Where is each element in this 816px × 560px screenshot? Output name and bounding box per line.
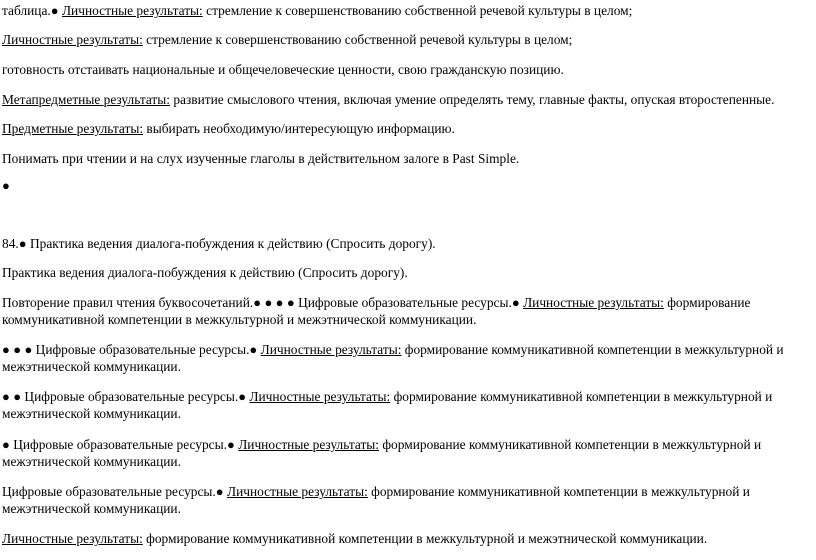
text: Цифровые образовательные ресурсы.: [21, 389, 239, 404]
section-label: Предметные результаты:: [2, 121, 144, 136]
paragraph-9: [2, 264, 808, 281]
bullet-icon: ●: [50, 3, 59, 18]
text: формирование коммуникативной компетенции в межкультурной и межэтнической коммуникации.: [2, 484, 750, 516]
bullet-icon: ●: [215, 484, 224, 499]
section-label: Личностные результаты:: [61, 3, 203, 18]
section-label: Личностные результаты:: [260, 342, 402, 357]
paragraph-12: [2, 388, 808, 422]
text: Цифровые образовательные ресурсы.: [32, 342, 250, 357]
section-label: Личностные результаты:: [523, 295, 664, 310]
text: формирование коммуникативной компетенции в межкультурной и межэтнической коммуникации.: [2, 295, 751, 327]
text: выбирать необходимую/интересующую информацию.: [143, 121, 455, 136]
paragraph-14: [2, 483, 808, 517]
bullet-icon: ●: [24, 342, 33, 357]
paragraph-3: [2, 61, 808, 78]
section-label: Личностные результаты:: [227, 484, 368, 499]
bullet-icon: ●: [2, 342, 10, 357]
paragraph-2: [2, 31, 808, 48]
bullet-icon: ●: [13, 389, 22, 404]
text: развитие смыслового чтения, включая умение определять тему, главные факты, опуская второстепенные.: [170, 92, 775, 107]
bullet-icon: ●: [13, 342, 22, 357]
section-label: Личностные результаты:: [249, 389, 391, 404]
section-label: Личностные результаты:: [238, 437, 380, 452]
bullet-icon: ●: [226, 437, 235, 452]
text: таблица.: [2, 3, 51, 18]
paragraph-11: [2, 341, 808, 375]
paragraph-10: [2, 294, 808, 328]
text: готовность отстаивать: [2, 62, 130, 77]
bullet-icon: ●: [511, 295, 520, 310]
section-label: Метапредметные результаты:: [2, 92, 170, 107]
text: формирование коммуникативной компетенции в межкультурной и межэтнической коммуникации.: [2, 437, 762, 469]
item-number: 84.: [2, 236, 19, 251]
section-label: Личностные результаты:: [2, 32, 143, 47]
section-label: Личностные результаты:: [2, 531, 143, 546]
bullet-icon: ●: [249, 342, 258, 357]
paragraph-4: [2, 91, 808, 108]
bullet-icon: ●: [264, 295, 273, 310]
paragraph-13: [2, 436, 808, 470]
text: формирование коммуникативной компетенции в межкультурной и межэтнической коммуникации.: [142, 531, 708, 546]
text: Цифровые образовательные ресурсы.: [2, 484, 216, 499]
bullet-icon: ●: [2, 178, 10, 193]
text: Практика ведения диалога-побуждения к действию (Спросить дорогу).: [26, 236, 436, 251]
paragraph-15: [2, 530, 808, 547]
bullet-icon: ●: [238, 389, 247, 404]
text: стремление к совершенствованию собственной речевой культуры в целом;: [202, 3, 633, 18]
bullet-icon: ●: [2, 437, 10, 452]
bullet-icon: ●: [253, 295, 262, 310]
bullet-icon: ●: [2, 389, 10, 404]
paragraph-1: [2, 2, 808, 19]
text: Цифровые образовательные ресурсы.: [9, 437, 227, 452]
text: формирование коммуникативной компетенции в межкультурной и межэтнической коммуникации.: [2, 389, 773, 421]
text: стремление к совершенствованию собственной речевой культуры в целом;: [142, 32, 573, 47]
bullet-icon: ●: [286, 295, 295, 310]
text: Цифровые образовательные ресурсы.: [294, 295, 512, 310]
paragraph-7: [2, 177, 808, 194]
text: Практика ведения диалога-побуждения к действию (Спросить дорогу).: [2, 265, 408, 280]
text: Повторение правил чтения буквосочетаний.: [2, 295, 254, 310]
paragraph-6: [2, 150, 808, 167]
paragraph-5: [2, 120, 808, 137]
bullet-icon: ●: [18, 236, 27, 251]
paragraph-8: [2, 235, 808, 252]
bullet-icon: ●: [275, 295, 284, 310]
text: Понимать при чтении и на слух изученные глаголы в действительном залоге в Past Simple.: [2, 151, 520, 166]
text: национальные и общечеловеческие ценности, свою гражданскую позицию.: [129, 62, 564, 77]
text: формирование коммуникативной компетенции в межкультурной и межэтнической коммуникации.: [2, 342, 784, 374]
